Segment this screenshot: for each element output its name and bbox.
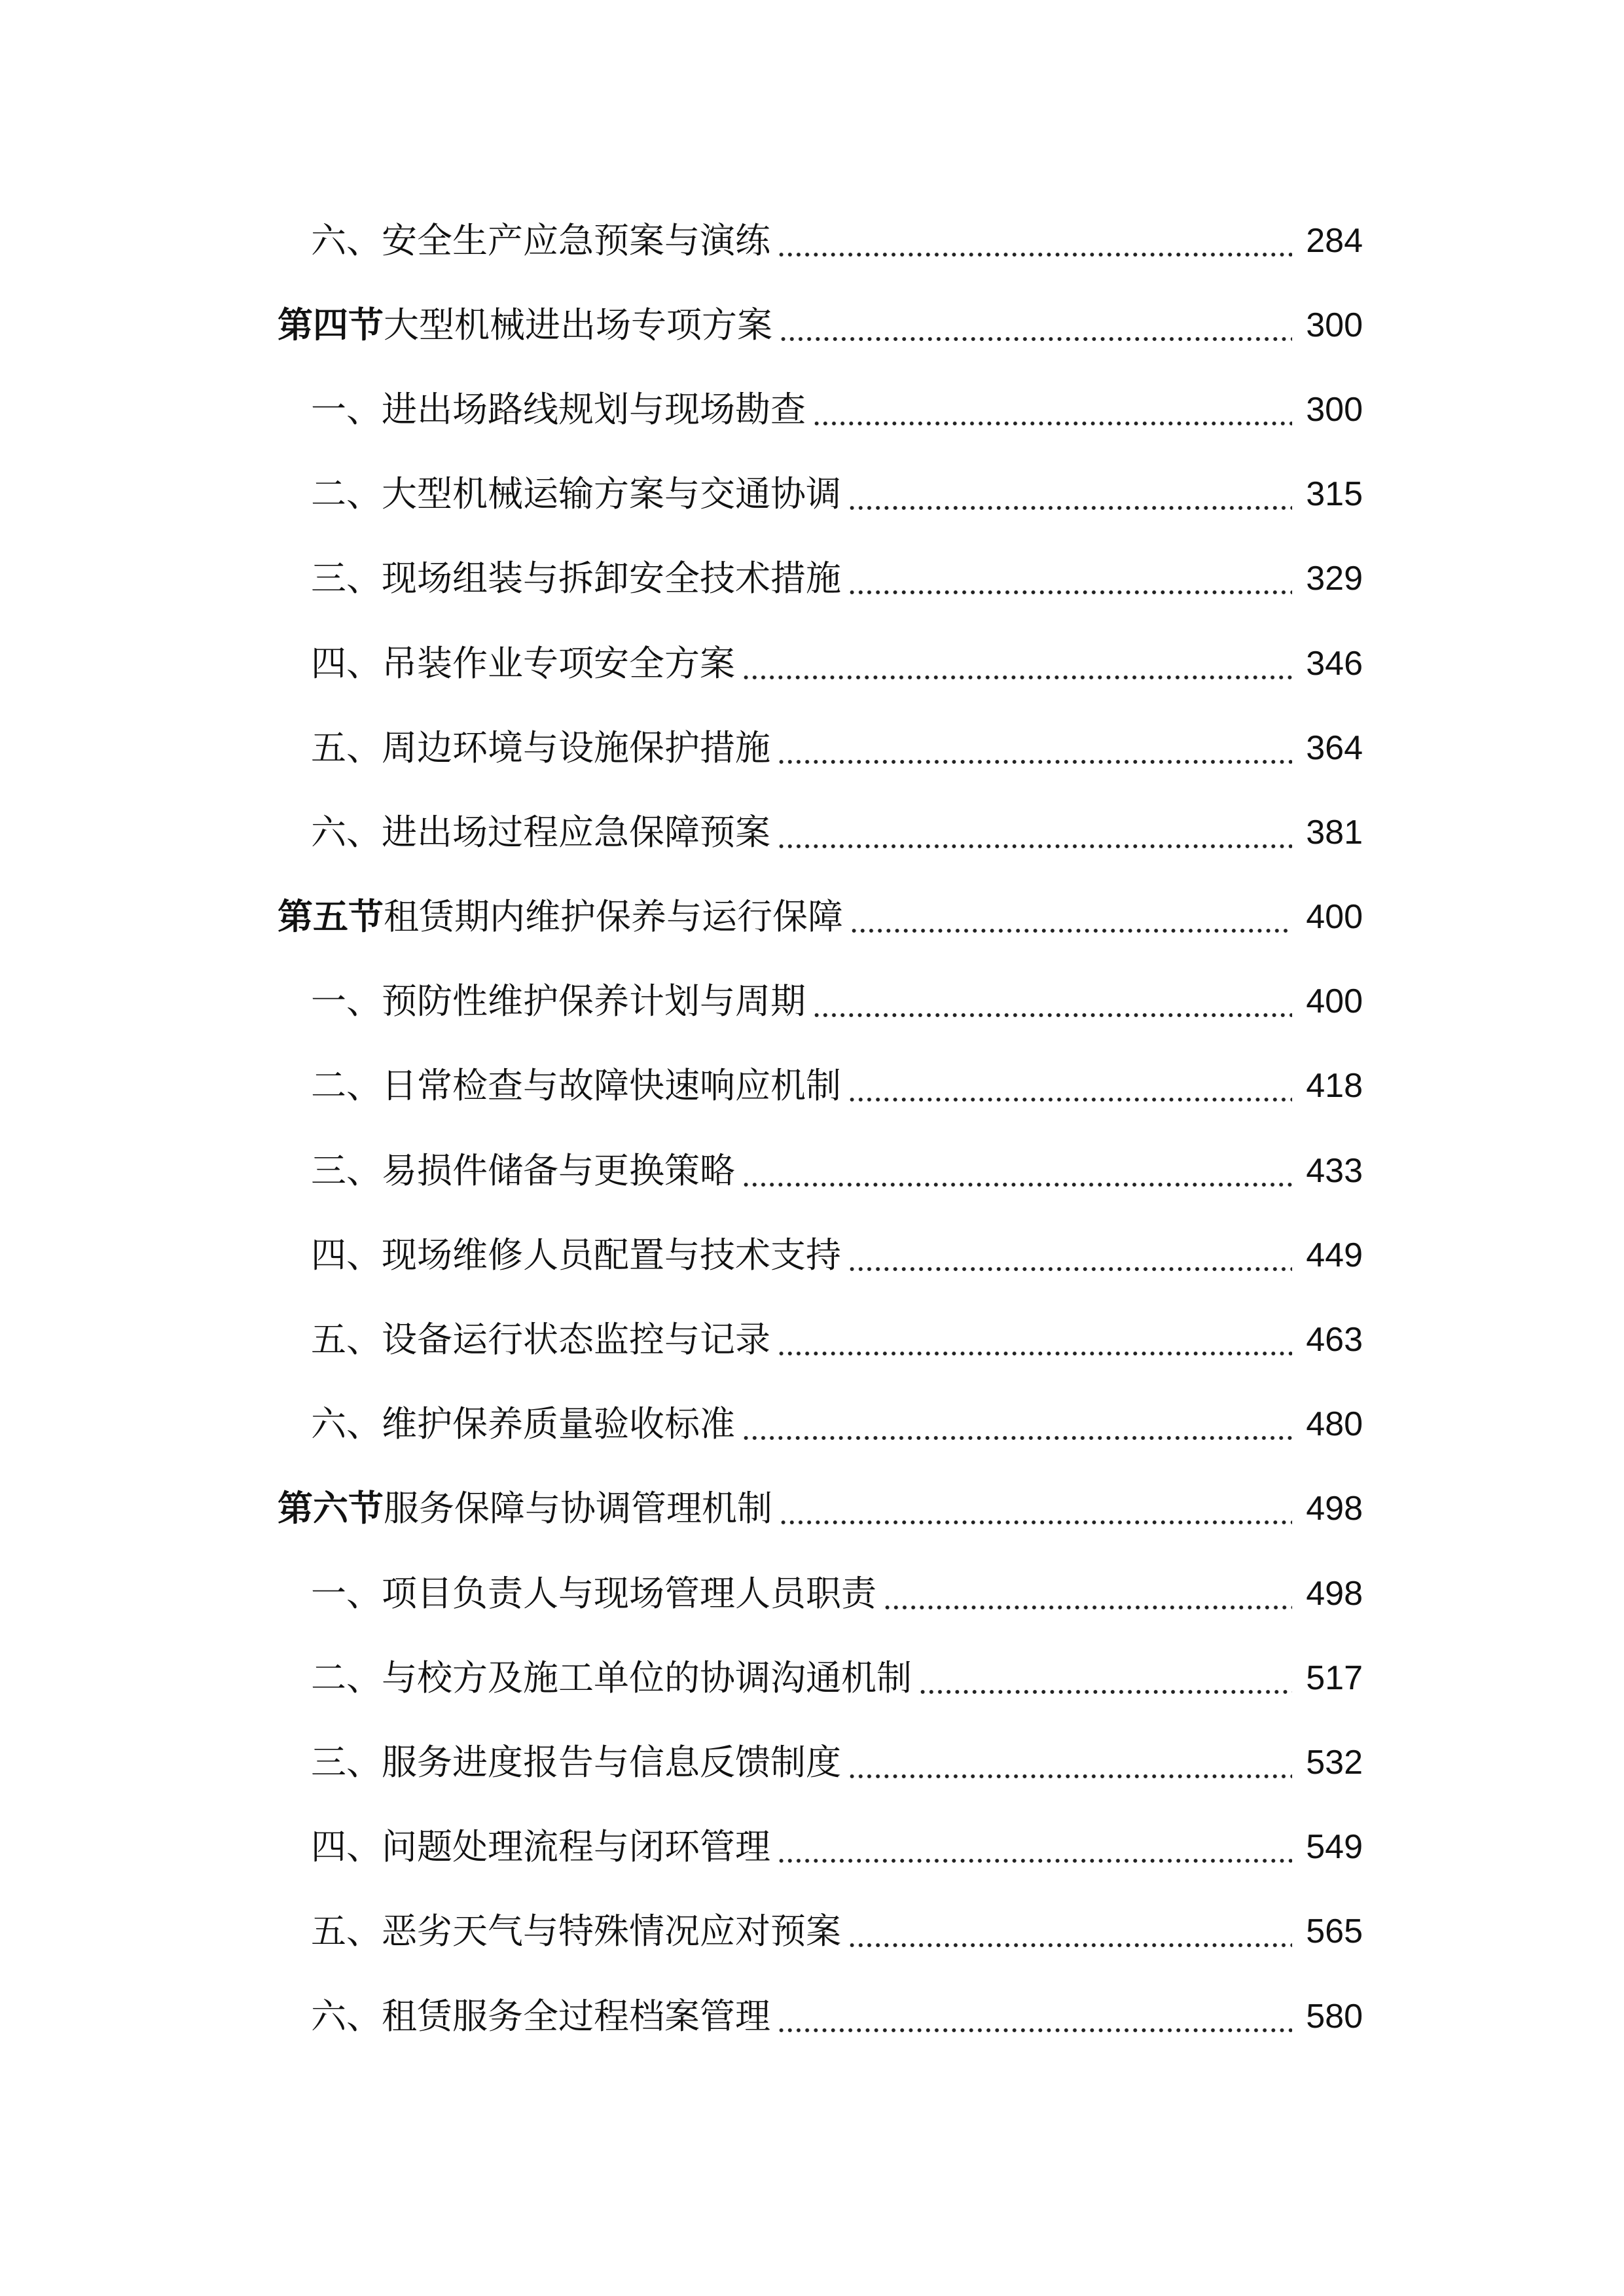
toc-page-number: 300 <box>1306 306 1363 344</box>
toc-entry-label <box>311 1910 841 1952</box>
toc-entry-label <box>311 980 806 1022</box>
toc-subsection-entry[interactable] <box>0 1213 1624 1297</box>
toc-entry-label <box>311 642 735 684</box>
dot-leader <box>777 815 1292 850</box>
toc-entry-title: 四、问题处理流程与闭环管理 <box>311 1826 770 1868</box>
toc-entry-title: 一、项目负责人与现场管理人员职责 <box>311 1572 876 1614</box>
toc-entry-label <box>311 1741 841 1783</box>
dot-leader <box>742 1407 1292 1442</box>
dot-leader <box>848 561 1292 596</box>
toc-section-entry[interactable] <box>0 875 1624 960</box>
toc-page-number: 532 <box>1306 1743 1363 1782</box>
toc-entry-title: 五、恶劣天气与特殊情况应对预案 <box>311 1910 841 1952</box>
toc-entry-label <box>311 473 841 515</box>
toc-entry-label <box>311 1657 912 1698</box>
dot-leader <box>918 1660 1292 1696</box>
toc-entry-title: 二、与校方及施工单位的协调沟通机制 <box>311 1657 912 1698</box>
toc-subsection-entry[interactable] <box>0 537 1624 621</box>
toc-subsection-entry[interactable] <box>0 621 1624 706</box>
toc-page-number: 400 <box>1306 898 1363 937</box>
toc-entry-title: 二、大型机械运输方案与交通协调 <box>311 473 841 515</box>
toc-page-number: 364 <box>1306 728 1363 767</box>
toc-subsection-entry[interactable] <box>0 1382 1624 1467</box>
toc-entry-title: 四、现场维修人员配置与技术支持 <box>311 1234 841 1276</box>
dot-leader <box>848 1745 1292 1780</box>
toc-page-number: 498 <box>1306 1490 1363 1528</box>
toc-page-number: 300 <box>1306 390 1363 429</box>
toc-page-number: 517 <box>1306 1659 1363 1697</box>
toc-entry-title: 二、日常检查与故障快速响应机制 <box>311 1065 841 1107</box>
toc-entry-label <box>311 1234 841 1276</box>
toc-entry-label <box>311 558 841 600</box>
toc-subsection-entry[interactable] <box>0 1297 1624 1382</box>
dot-leader <box>779 308 1292 343</box>
toc-entry-label <box>311 219 770 261</box>
toc-subsection-entry[interactable] <box>0 1890 1624 1974</box>
toc-entry-label <box>311 1995 770 2037</box>
dot-leader <box>848 1914 1292 1949</box>
dot-leader <box>777 1999 1292 2034</box>
toc-subsection-entry[interactable] <box>0 706 1624 790</box>
toc-page-number: 498 <box>1306 1574 1363 1613</box>
toc-entry-title: 三、服务进度报告与信息反馈制度 <box>311 1741 841 1783</box>
dot-leader <box>812 984 1292 1019</box>
toc-subsection-entry[interactable] <box>0 1974 1624 2058</box>
toc-page-number: 433 <box>1306 1151 1363 1190</box>
toc-entry-label <box>311 1826 770 1868</box>
dot-leader <box>742 646 1292 681</box>
toc-page-number: 315 <box>1306 475 1363 514</box>
toc-subsection-entry[interactable] <box>0 1805 1624 1890</box>
toc-entry-title: 五、周边环境与设施保护措施 <box>311 726 770 768</box>
toc-section-number: 第四节 <box>278 304 384 346</box>
toc-entry-label <box>311 1319 770 1361</box>
dot-leader <box>777 1829 1292 1865</box>
toc-subsection-entry[interactable] <box>0 790 1624 874</box>
toc-page-number: 580 <box>1306 1997 1363 2036</box>
toc-entry-title: 五、设备运行状态监控与记录 <box>311 1319 770 1361</box>
toc-subsection-entry[interactable] <box>0 1128 1624 1213</box>
toc-page-number: 329 <box>1306 560 1363 598</box>
toc-subsection-entry[interactable] <box>0 1720 1624 1804</box>
toc-entry-label <box>311 1065 841 1107</box>
dot-leader <box>777 1322 1292 1357</box>
toc-subsection-entry[interactable] <box>0 452 1624 537</box>
toc-page-number: 480 <box>1306 1405 1363 1444</box>
toc-subsection-entry[interactable] <box>0 1636 1624 1720</box>
toc-subsection-entry[interactable] <box>0 367 1624 452</box>
toc-section-entry[interactable] <box>0 283 1624 367</box>
dot-leader <box>777 223 1292 259</box>
toc-entry-title: 六、进出场过程应急保障预案 <box>311 811 770 853</box>
toc-entry-label <box>311 811 770 853</box>
dot-leader <box>812 392 1292 427</box>
toc-entry-title: 租赁期内维护保养与运行保障 <box>384 896 843 938</box>
table-of-contents <box>0 198 1624 2058</box>
toc-subsection-entry[interactable] <box>0 1044 1624 1128</box>
toc-entry-title: 一、预防性维护保养计划与周期 <box>311 980 806 1022</box>
dot-leader <box>848 1238 1292 1273</box>
toc-entry-title: 服务保障与协调管理机制 <box>384 1488 772 1530</box>
dot-leader <box>742 1153 1292 1189</box>
toc-section-entry[interactable] <box>0 1467 1624 1551</box>
dot-leader <box>779 1491 1292 1526</box>
toc-page-number: 284 <box>1306 221 1363 260</box>
toc-section-number: 第六节 <box>278 1488 384 1530</box>
toc-page-number: 565 <box>1306 1912 1363 1951</box>
dot-leader <box>850 899 1292 935</box>
toc-page-number: 549 <box>1306 1828 1363 1867</box>
toc-entry-title: 大型机械进出场专项方案 <box>384 304 772 346</box>
toc-subsection-entry[interactable] <box>0 960 1624 1044</box>
dot-leader <box>777 730 1292 766</box>
toc-page-number: 400 <box>1306 982 1363 1021</box>
toc-entry-label <box>311 1149 735 1191</box>
toc-entry-title: 六、维护保养质量验收标准 <box>311 1403 735 1445</box>
toc-entry-label <box>311 726 770 768</box>
toc-page-number: 346 <box>1306 644 1363 683</box>
toc-section-number: 第五节 <box>278 896 384 938</box>
toc-page-number: 381 <box>1306 813 1363 852</box>
toc-entry-label <box>311 1403 735 1445</box>
toc-entry-title: 三、现场组装与拆卸安全技术措施 <box>311 558 841 600</box>
toc-entry-title: 三、易损件储备与更换策略 <box>311 1149 735 1191</box>
toc-page-number: 449 <box>1306 1236 1363 1274</box>
toc-subsection-entry[interactable] <box>0 1551 1624 1636</box>
toc-entry-title: 四、吊装作业专项安全方案 <box>311 642 735 684</box>
dot-leader <box>848 476 1292 512</box>
toc-entry-title: 六、租赁服务全过程档案管理 <box>311 1995 770 2037</box>
toc-page-number: 463 <box>1306 1321 1363 1359</box>
toc-entry-title: 六、安全生产应急预案与演练 <box>311 219 770 261</box>
dot-leader <box>848 1068 1292 1103</box>
toc-entry-label <box>278 1488 772 1530</box>
toc-entry-label <box>311 388 806 430</box>
toc-subsection-entry[interactable] <box>0 198 1624 283</box>
toc-entry-label <box>311 1572 876 1614</box>
dot-leader <box>883 1576 1292 1611</box>
toc-entry-label <box>278 896 843 938</box>
toc-entry-title: 一、进出场路线规划与现场勘查 <box>311 388 806 430</box>
toc-page-number: 418 <box>1306 1067 1363 1105</box>
toc-entry-label <box>278 304 772 346</box>
